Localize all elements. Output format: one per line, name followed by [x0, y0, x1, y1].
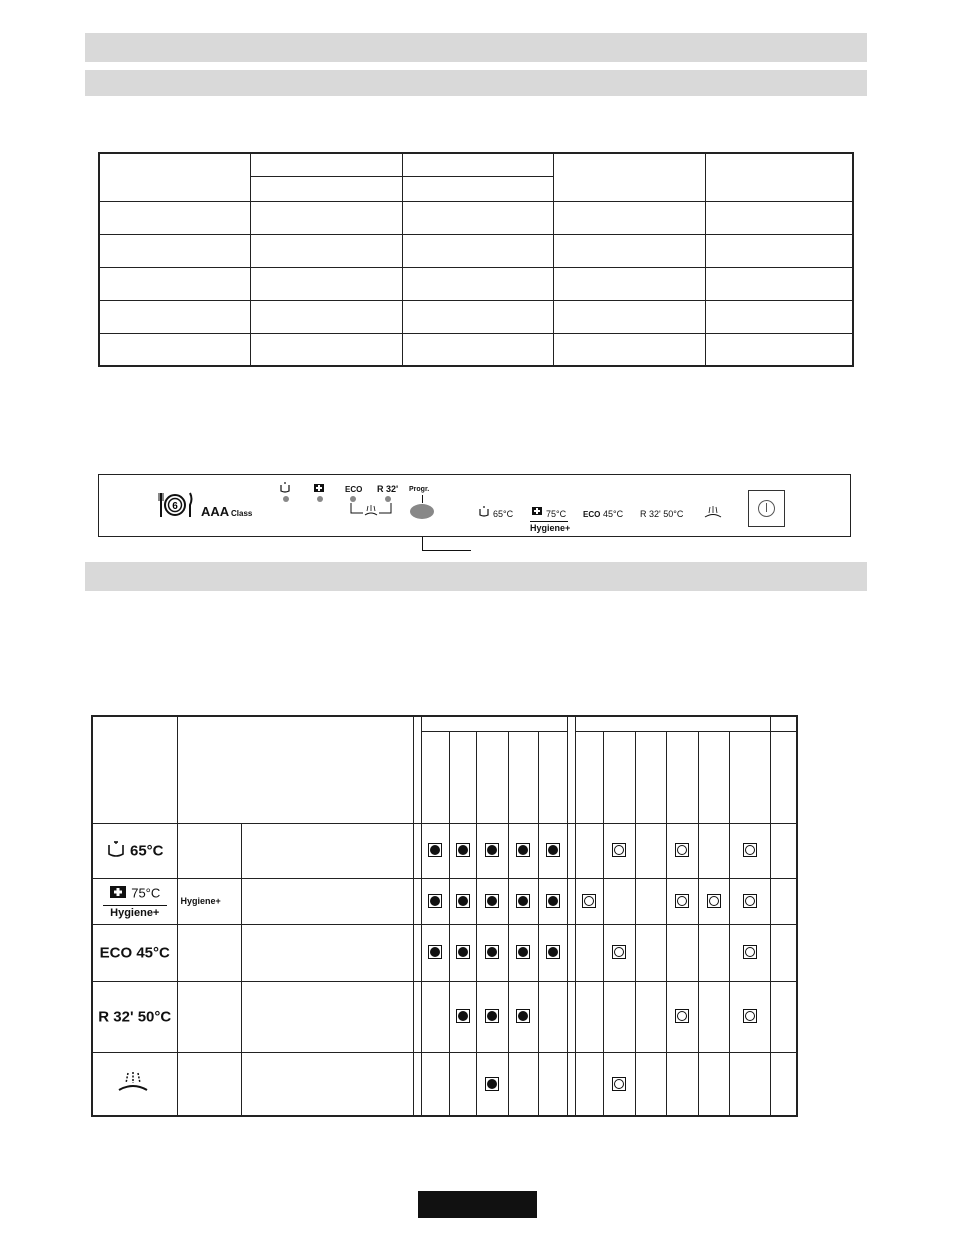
option-cell: [770, 878, 797, 924]
program-name-cell: [92, 924, 177, 981]
empty-dot-marker: [743, 894, 757, 908]
section-bar-programs: [85, 562, 867, 591]
option-cell: [635, 1052, 666, 1116]
program-name: ECO 45°C: [99, 944, 170, 962]
option-cell: [421, 924, 449, 981]
option-cell: [421, 1052, 449, 1116]
hygiene-icon-small: [531, 504, 543, 516]
filled-dot-marker: [516, 894, 530, 908]
program-3-label: 45°C: [603, 509, 624, 519]
option-cell: [575, 823, 603, 878]
indicator-led-1: [283, 496, 289, 502]
svg-text:6: 6: [172, 501, 178, 512]
empty-dot-marker: [743, 945, 757, 959]
option-cell: [698, 823, 729, 878]
filled-dot-marker: [456, 894, 470, 908]
program-2-label: 75°C: [546, 509, 567, 519]
option-cell: [476, 823, 508, 878]
option-cell: [770, 1052, 797, 1116]
option-cell: [770, 924, 797, 981]
program-name-cell: [92, 878, 177, 924]
pot-icon: [106, 840, 126, 862]
power-button[interactable]: [748, 490, 785, 527]
empty-dot-marker: [612, 843, 626, 857]
filled-dot-marker: [456, 945, 470, 959]
option-cell: [449, 823, 476, 878]
program-desc-cell: [241, 1052, 413, 1116]
filled-dot-marker: [456, 1009, 470, 1023]
power-icon-line: [766, 503, 767, 512]
programs-table: [91, 715, 798, 1117]
option-cell: [421, 981, 449, 1052]
option-cell: [538, 981, 567, 1052]
option-cell: [421, 823, 449, 878]
program-1-label: 65°C: [493, 509, 514, 519]
empty-dot-marker: [582, 894, 596, 908]
class-suffix: Class: [231, 509, 253, 518]
empty-dot-marker: [743, 1009, 757, 1023]
page-number-box: [418, 1191, 537, 1218]
section-bar-sub: [85, 70, 867, 96]
empty-dot-marker: [675, 843, 689, 857]
indicator-led-4: [385, 496, 391, 502]
option-cell: [698, 1052, 729, 1116]
empty-dot-marker: [675, 1009, 689, 1023]
option-cell: [538, 924, 567, 981]
option-cell: [538, 1052, 567, 1116]
option-cell: [508, 823, 538, 878]
program-sub-label: Hygiene+: [103, 905, 167, 919]
empty-dot-marker: [707, 894, 721, 908]
option-cell: [666, 981, 698, 1052]
option-cell: [476, 1052, 508, 1116]
energy-class-label: AAA: [201, 504, 230, 519]
filled-dot-marker: [428, 894, 442, 908]
option-cell: [421, 878, 449, 924]
program-name-cell: [92, 1052, 177, 1116]
empty-dot-marker: [612, 1077, 626, 1091]
program-mid-cell: [177, 924, 241, 981]
option-cell: [729, 924, 770, 981]
option-cell: [538, 878, 567, 924]
r32-indicator-label: R 32': [377, 484, 399, 494]
option-cell: [635, 823, 666, 878]
rinse-icon: [115, 1070, 151, 1098]
option-cell: [666, 823, 698, 878]
option-cell: [508, 924, 538, 981]
option-cell: [729, 981, 770, 1052]
option-cell: [603, 981, 635, 1052]
option-cell: [698, 981, 729, 1052]
option-cell: [449, 924, 476, 981]
program-row: [92, 823, 797, 878]
empty-dot-marker: [612, 945, 626, 959]
filled-dot-marker: [546, 945, 560, 959]
program-row: [92, 981, 797, 1052]
callout-line-vertical: [422, 537, 423, 551]
option-cell: [476, 878, 508, 924]
program-row: [92, 1052, 797, 1116]
option-cell: [770, 981, 797, 1052]
filled-dot-marker: [485, 1077, 499, 1091]
option-cell: [476, 924, 508, 981]
program-name-cell: [92, 823, 177, 878]
program-name: 75°C: [131, 885, 161, 901]
option-cell: [449, 981, 476, 1052]
option-cell: [538, 823, 567, 878]
filled-dot-marker: [485, 1009, 499, 1023]
option-cell: [575, 981, 603, 1052]
program-mid-cell: [177, 981, 241, 1052]
program-name: R 32' 50°C: [98, 1008, 172, 1026]
callout-line-horizontal: [422, 550, 471, 551]
option-cell: [449, 878, 476, 924]
rinse-icon: [703, 505, 723, 519]
option-cell: [729, 1052, 770, 1116]
progr-leader-line: [422, 495, 423, 503]
place-settings-icon: [157, 491, 195, 519]
filled-dot-marker: [485, 945, 499, 959]
filled-dot-marker: [516, 945, 530, 959]
filled-dot-marker: [485, 894, 499, 908]
option-cell: [476, 981, 508, 1052]
bracket-rinse-icon: [349, 503, 393, 517]
program-name: 65°C: [129, 842, 164, 859]
program-mid-cell: [177, 1052, 241, 1116]
program-4-label: R 32' 50°C: [640, 509, 684, 519]
option-cell: [603, 823, 635, 878]
program-mid-cell: [177, 823, 241, 878]
filled-dot-marker: [428, 945, 442, 959]
option-cell: [575, 1052, 603, 1116]
program-desc-cell: [241, 924, 413, 981]
specs-table: [98, 152, 854, 367]
filled-dot-marker: [516, 1009, 530, 1023]
eco-indicator-label: ECO: [345, 485, 363, 494]
filled-dot-marker: [546, 843, 560, 857]
hygiene-underline: [530, 521, 568, 522]
option-cell: [635, 981, 666, 1052]
option-cell: [508, 981, 538, 1052]
hygiene-icon: [313, 481, 325, 493]
indicator-led-3: [350, 496, 356, 502]
program-desc-cell: [241, 981, 413, 1052]
option-cell: [666, 924, 698, 981]
option-cell: [635, 924, 666, 981]
program-3-prefix: ECO: [583, 510, 601, 519]
program-mid-label: Hygiene+: [180, 896, 221, 906]
hygiene-label: Hygiene+: [530, 523, 571, 533]
filled-dot-marker: [428, 843, 442, 857]
pot-icon: [279, 481, 291, 493]
program-name-cell: [92, 981, 177, 1052]
option-cell: [508, 1052, 538, 1116]
option-cell: [603, 878, 635, 924]
control-panel: [98, 474, 851, 537]
program-button[interactable]: [410, 504, 434, 519]
hygiene-icon: [109, 883, 127, 903]
filled-dot-marker: [546, 894, 560, 908]
option-cell: [603, 924, 635, 981]
program-desc-cell: [241, 878, 413, 924]
option-cell: [770, 823, 797, 878]
program-row: [92, 878, 797, 924]
empty-dot-marker: [675, 894, 689, 908]
program-mid-cell: [177, 878, 241, 924]
filled-dot-marker: [516, 843, 530, 857]
section-bar-top: [85, 33, 867, 62]
indicator-led-2: [317, 496, 323, 502]
option-cell: [603, 1052, 635, 1116]
option-cell: [666, 878, 698, 924]
option-cell: [698, 924, 729, 981]
filled-dot-marker: [485, 843, 499, 857]
filled-dot-marker: [456, 843, 470, 857]
option-cell: [666, 1052, 698, 1116]
empty-dot-marker: [743, 843, 757, 857]
pot-icon-small: [478, 505, 490, 517]
program-desc-cell: [241, 823, 413, 878]
option-cell: [575, 878, 603, 924]
option-cell: [508, 878, 538, 924]
option-cell: [449, 1052, 476, 1116]
progr-label: Progr.: [409, 486, 430, 493]
option-cell: [698, 878, 729, 924]
option-cell: [575, 924, 603, 981]
option-cell: [635, 878, 666, 924]
option-cell: [729, 823, 770, 878]
program-row: [92, 924, 797, 981]
option-cell: [729, 878, 770, 924]
